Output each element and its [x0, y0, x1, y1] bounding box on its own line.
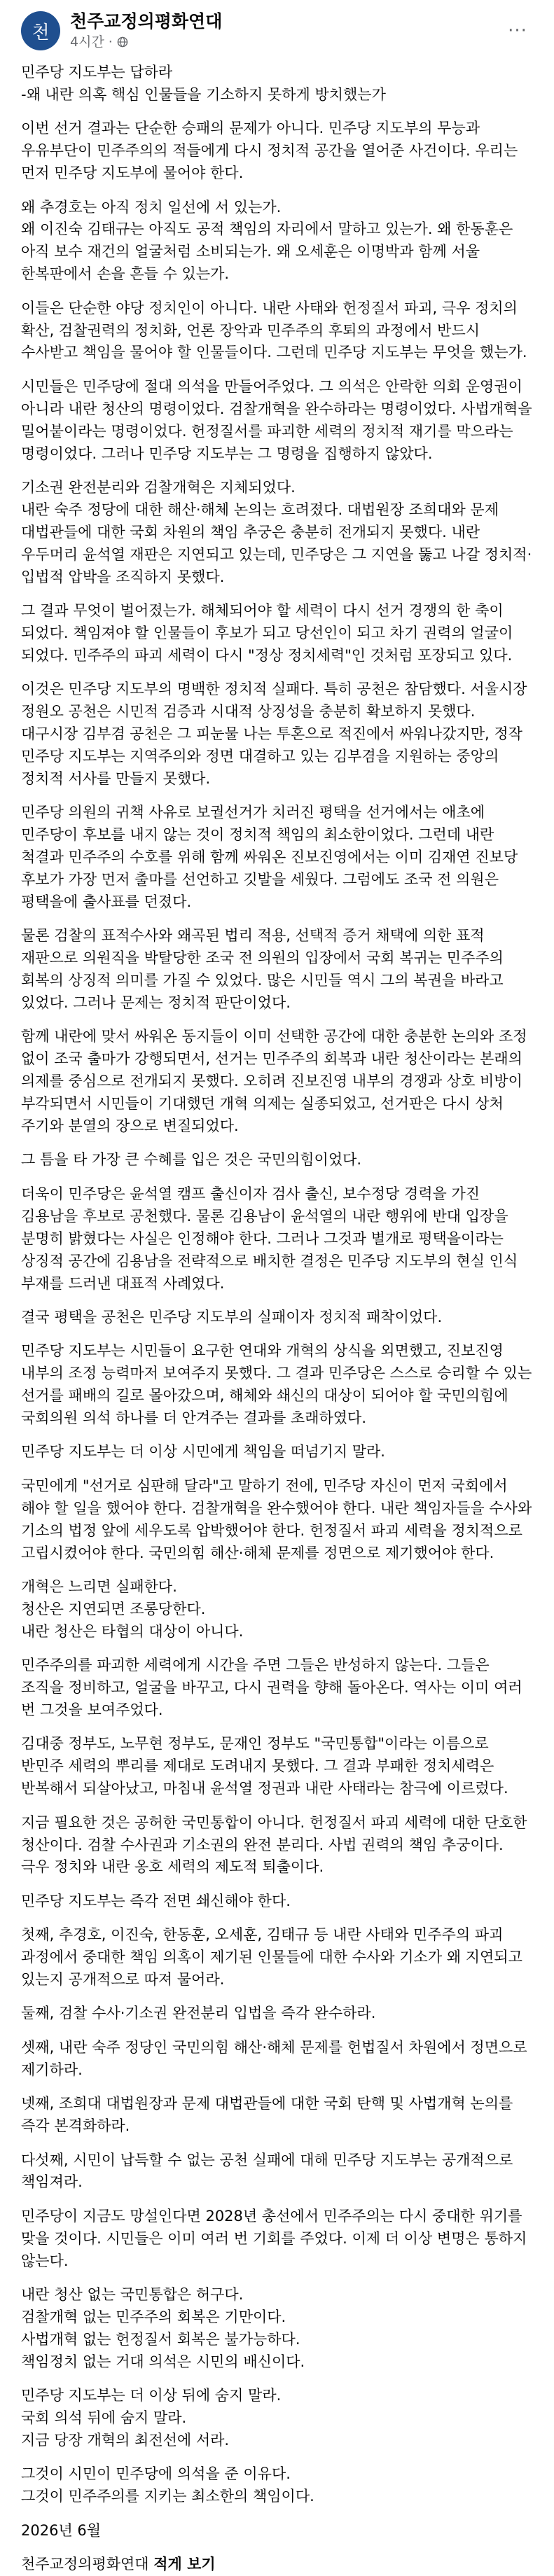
post-paragraph: 민주당 지도부는 즉각 전면 쇄신해야 한다. — [21, 1892, 291, 1909]
see-less-link[interactable]: 적게 보기 — [153, 2556, 216, 2573]
post-paragraph: 민주당 지도부는 시민들이 요구한 연대와 개혁의 상식을 외면했고, 진보진영 내부의 조정 능력마저 보여주지 못했다. 그 결과 민주당은 스스로 승리할 수 있는 선거를 패배의 길로 몰아갔으며, 해체와 쇄신의 대상이 되어야 할 국민의힘에 국회의원 의석 하나를 더 안겨주는 결과를 초래하였다. — [21, 1342, 536, 1427]
post-paragraph: 그 결과 무엇이 벌어졌는가. 해체되어야 할 세력이 다시 선거 경쟁의 한 축이 되었다. 책임져야 할 인물들이 후보가 되고 당선인이 되고 차기 권력의 얼굴이 되었다. 민주주의 파괴 세력이 다시 "정상 정치세력"인 것처럼 포장되고 있다. — [21, 602, 518, 664]
post-paragraph: 더욱이 민주당은 윤석열 캠프 출신이자 검사 출신, 보수정당 경력을 가진 김용남을 후보로 공천했다. 물론 김용남이 윤석열의 내란 행위에 반대 입장을 분명히 밝혔다는 사실은 인정해야 한다. 그러나 그것과 별개로 평택을이라는 상징적 공간에 김용남을 전략적으로 배치한 결정은 민주당 지도부의 현실 인식 부재를 드러낸 대표적 사례였다. — [21, 1185, 522, 1292]
separator-dot: · — [108, 34, 113, 50]
avatar-initial: 천 — [32, 22, 50, 43]
post-paragraph: 민주당 지도부는 답하라 -왜 내란 의혹 핵심 인물들을 기소하지 못하게 방치했는가 — [21, 64, 386, 103]
post-paragraph: 셋째, 내란 숙주 정당인 국민의힘 해산·해체 문제를 헌법질서 차원에서 정면으로 제기하라. — [21, 2038, 532, 2078]
post-paragraph: 민주당 지도부는 더 이상 뒤에 숨지 말라. 국회 의석 뒤에 숨지 말라. 지금 당장 개혁의 최전선에 서라. — [21, 2387, 282, 2449]
post-paragraph: 기소권 완전분리와 검찰개혁은 지체되었다. 내란 숙주 정당에 대한 해산·해체 논의는 흐려졌다. 대법원장 조희대와 문제 대법관들에 대한 국회 차원의 책임 추궁은 충분히 전개되지 못했다. 내란 우두머리 윤석열 재판은 지연되고 있는데, 민주당은 그 지연을 뚫고 나갈 정치적·입법적 압박을 조직하지 못했다. — [21, 479, 532, 585]
globe-icon — [117, 36, 128, 48]
post-paragraph: 국민에게 "선거로 심판해 달라"고 말하기 전에, 민주당 자신이 먼저 국회에서 해야 할 일을 했어야 한다. 검찰개혁을 완수했어야 한다. 내란 책임자들을 수사와 기소의 법정 앞에 세우도록 압박했어야 한다. 헌정질서 파괴 세력을 정치적으로 고립시켰어야 한다. 국민의힘 해산·해체 문제를 정면으로 제기했어야 한다. — [21, 1477, 536, 1561]
post-paragraph: 이번 선거 결과는 단순한 승패의 문제가 아니다. 민주당 지도부의 무능과 우유부단이 민주주의의 적들에게 다시 정치적 공간을 열어준 사건이다. 우리는 먼저 민주당 지도부에 물어야 한다. — [21, 120, 522, 182]
post-paragraph: 그것이 시민이 민주당에 의석을 준 이유다. 그것이 민주주의를 지키는 최소한의 책임이다. — [21, 2465, 314, 2505]
post-paragraph: 이들은 단순한 야당 정치인이 아니다. 내란 사태와 헌정질서 파괴, 극우 정치의 확산, 검찰권력의 정치화, 언론 장악과 민주주의 후퇴의 과정에서 반드시 수사받고 책임을 물어야 할 인물들이다. 그런데 민주당 지도부는 무엇을 했는가. — [21, 299, 527, 361]
post-paragraph: 결국 평택을 공천은 민주당 지도부의 실패이자 정치적 패착이었다. — [21, 1308, 443, 1325]
timestamp-text[interactable]: 4시간 — [70, 34, 104, 50]
page-name[interactable]: 천주교정의평화연대 — [70, 11, 223, 32]
signature: 천주교정의평화연대 — [21, 2556, 149, 2573]
post-paragraph: 개혁은 느리면 실패한다. 청산은 지연되면 조롱당한다. 내란 청산은 타협의 대상이 아니다. — [21, 1578, 244, 1640]
post-paragraph: 민주당 의원의 귀책 사유로 보궐선거가 치러진 평택을 선거에서는 애초에 민주당이 후보를 내지 않는 것이 정치적 책임의 최소한이었다. 그런데 내란 척결과 민주주의 수호를 위해 함께 싸워온 진보진영에서는 이미 김재연 진보당 후보가 가장 먼저 출마를 선언하고 깃발을 세웠다. 그럼에도 조국 전 의원은 평택을에 출사표를 던졌다. — [21, 804, 522, 910]
post-paragraph: 둘째, 검찰 수사·기소권 완전분리 입법을 즉각 완수하라. — [21, 2005, 376, 2022]
post-header — [21, 0, 533, 62]
post-paragraph: 다섯째, 시민이 납득할 수 없는 공천 실패에 대해 민주당 지도부는 공개적으로 책임져라. — [21, 2151, 518, 2191]
post-paragraph: 그 틈을 타 가장 큰 수혜를 입은 것은 국민의힘이었다. — [21, 1151, 362, 1169]
post-paragraph: 함께 내란에 맞서 싸워온 동지들이 이미 선택한 공간에 대한 충분한 논의와 조정 없이 조국 출마가 강행되면서, 선거는 민주주의 회복과 내란 청산이라는 본래의 의제를 중심으로 전개되지 못했다. 오히려 진보진영 내부의 경쟁과 상호 비방이 부각되면서 시민들이 기대했던 개혁 의제는 실종되었고, 선거판은 다시 상처 주기와 분열의 장으로 변질되었다. — [21, 1028, 532, 1135]
post-paragraph: 시민들은 민주당에 절대 의석을 만들어주었다. 그 의석은 안락한 의회 운영권이 아니라 내란 청산의 명령이었다. 검찰개혁을 완수하라는 명령이었다. 사법개혁을 밀어붙이라는 명령이었다. 헌정질서를 파괴한 세력의 정치적 재기를 막으라는 명령이었다. 그러나 민주당 지도부는 그 명령을 집행하지 않았다. — [21, 377, 537, 462]
more-options-icon[interactable]: ··· — [508, 20, 527, 41]
post-paragraph: 이것은 민주당 지도부의 명백한 정치적 실패다. 특히 공천은 참담했다. 서울시장 정원오 공천은 시민적 검증과 시대적 상징성을 충분히 확보하지 못했다. 대구시장 김부겸 공천은 그 피눈물 나는 투혼으로 적진에서 싸워나갔지만, 정작 민주당 지도부는 지역주의와 정면 대결하고 있는 김부겸을 지원하는 중앙의 정치적 서사를 만들지 못했다. — [21, 681, 532, 787]
post-timestamp — [70, 33, 222, 51]
page-avatar[interactable] — [21, 11, 60, 50]
post-paragraph: 지금 필요한 것은 공허한 국민통합이 아니다. 헌정질서 파괴 세력에 대한 단호한 청산이다. 검찰 수사권과 기소권의 완전 분리다. 사법 권력의 책임 추궁이다. 극우 정치와 내란 옹호 세력의 제도적 퇴출이다. — [21, 1813, 532, 1876]
post-paragraph: 민주당이 지금도 망설인다면 2028년 총선에서 민주주의는 다시 중대한 위기를 맞을 것이다. 시민들은 이미 여러 번 기회를 주었다. 이제 더 이상 변명은 통하지 않는다. — [21, 2207, 532, 2269]
post-paragraph: 물론 검찰의 표적수사와 왜곡된 법리 적용, 선택적 증거 채택에 의한 표적 재판으로 의원직을 박탈당한 조국 전 의원의 입장에서 국회 복귀는 민주주의 회복의 상징적 의미를 가질 수 있었다. 많은 시민들 역시 그의 복권을 바라고 있었다. 그러나 문제는 정치적 판단이었다. — [21, 927, 508, 1012]
post-meta — [70, 11, 222, 51]
post-paragraph: 넷째, 조희대 대법원장과 문제 대법관들에 대한 국회 탄핵 및 사법개혁 논의를 즉각 본격화하라. — [21, 2095, 518, 2135]
post-paragraph: 첫째, 추경호, 이진숙, 한동훈, 오세훈, 김태규 등 내란 사태와 민주주의 파괴 과정에서 중대한 책임 의혹이 제기된 인물들에 대한 수사와 기소가 왜 지연되고 있는지 공개적으로 따져 물어라. — [21, 1926, 527, 1989]
post-paragraph: 김대중 정부도, 노무현 정부도, 문재인 정부도 "국민통합"이라는 이름으로 반민주 세력의 뿌리를 제대로 도려내지 못했다. 그 결과 부패한 정치세력은 반복해서 되살아났고, 마침내 윤석열 정권과 내란 사태라는 참극에 이르렀다. — [21, 1735, 508, 1797]
post-paragraph: 민주당 지도부는 더 이상 시민에게 책임을 떠넘기지 말라. — [21, 1443, 385, 1461]
post-paragraph: 왜 추경호는 아직 정치 일선에 서 있는가. 왜 이진숙 김태규는 아직도 공적 책임의 자리에서 말하고 있는가. 왜 한동훈은 아직 보수 재건의 얼굴처럼 소비되는가. 왜 오세훈은 이명박과 함께 서울 한복판에서 손을 흔들 수 있는가. — [21, 198, 513, 283]
post-paragraph: 내란 청산 없는 국민통합은 허구다. 검찰개혁 없는 민주주의 회복은 기만이다. 사법개혁 없는 헌정질서 회복은 불가능하다. 책임정치 없는 거대 의석은 시민의 배신이다. — [21, 2286, 305, 2370]
post-paragraph: 2026년 6월 — [21, 2521, 102, 2539]
post-paragraph: 민주주의를 파괴한 세력에게 시간을 주면 그들은 반성하지 않는다. 그들은 조직을 정비하고, 얼굴을 바꾸고, 다시 권력을 향해 돌아온다. 역사는 이미 여러 번 그것을 보여주었다. — [21, 1657, 527, 1718]
post-body — [21, 62, 537, 2576]
post-signature-line — [21, 2554, 533, 2576]
